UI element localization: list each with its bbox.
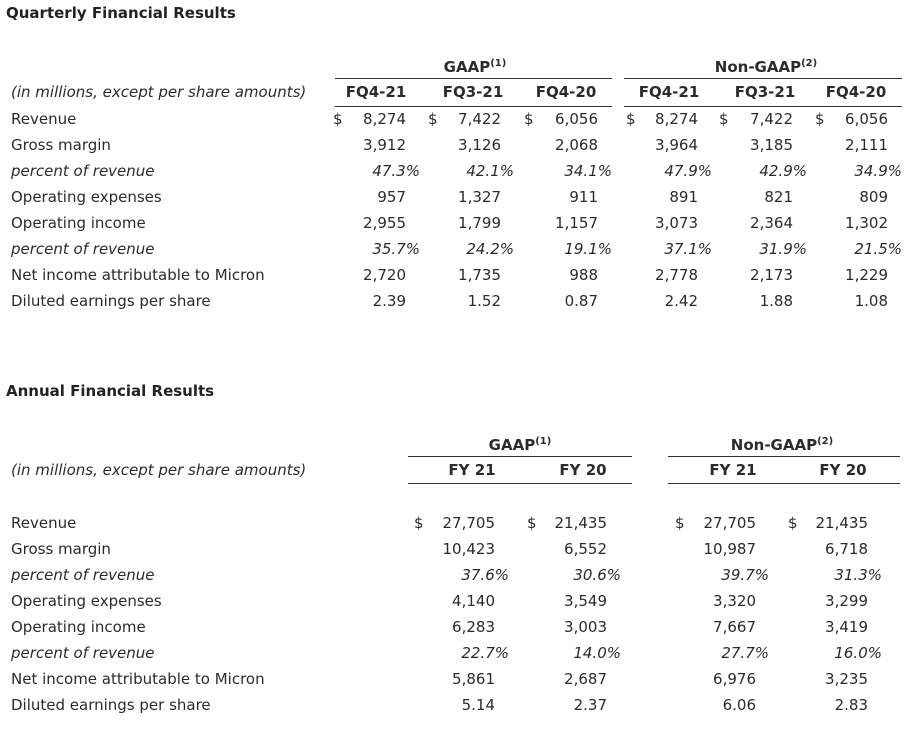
table-cell: 3,235 (825, 670, 868, 688)
table-cell: 31.9% (759, 240, 807, 258)
table-cell: 2.39 (372, 292, 406, 310)
column-header: FQ4-21 (638, 83, 700, 101)
row-label: Diluted earnings per share (11, 292, 211, 310)
table-cell: 47.9% (664, 162, 712, 180)
row-label: percent of revenue (11, 240, 155, 258)
quarterly-units-note: (in millions, except per share amounts) (11, 83, 307, 101)
table-cell: 2,111 (845, 136, 888, 154)
row-label: percent of revenue (11, 566, 155, 584)
annual-gaap-footnote: (1) (535, 436, 552, 447)
table-cell: 3,549 (564, 592, 607, 610)
table-cell: 7,422 (458, 110, 501, 128)
table-cell: 1,229 (845, 266, 888, 284)
table-cell: 1.88 (759, 292, 793, 310)
table-cell: 3,964 (655, 136, 698, 154)
annual-units-note: (in millions, except per share amounts) (11, 461, 307, 479)
row-label: Revenue (11, 514, 77, 532)
annual-nongaap-header (722, 432, 842, 455)
table-cell: 8,274 (655, 110, 698, 128)
quarterly-gaap-header (440, 54, 510, 77)
row-label: Net income attributable to Micron (11, 670, 265, 688)
quarterly-nongaap-rule (624, 78, 902, 79)
annual-gaap-header (480, 432, 560, 455)
table-cell: 19.1% (564, 240, 612, 258)
quarterly-gaap-footnote: (1) (490, 58, 507, 69)
table-cell: 47.3% (372, 162, 420, 180)
annual-gaap-label: GAAP (488, 436, 536, 454)
table-cell: 27.7% (721, 644, 769, 662)
table-cell: 1,302 (845, 214, 888, 232)
table-cell: 3,073 (655, 214, 698, 232)
currency-symbol: $ (626, 110, 636, 128)
table-cell: 5.14 (461, 696, 495, 714)
table-cell: 42.9% (759, 162, 807, 180)
column-header: FQ4-20 (825, 83, 887, 101)
table-cell: 1,735 (458, 266, 501, 284)
table-cell: 22.7% (461, 644, 509, 662)
table-cell: 2,068 (555, 136, 598, 154)
table-cell: 1,799 (458, 214, 501, 232)
quarterly-gaap-label: GAAP (443, 58, 491, 76)
table-cell: 24.2% (466, 240, 514, 258)
row-label: percent of revenue (11, 644, 155, 662)
column-header: FQ3-21 (442, 83, 504, 101)
currency-symbol: $ (428, 110, 438, 128)
table-cell: 31.3% (834, 566, 882, 584)
table-cell: 6,056 (555, 110, 598, 128)
annual-nongaap-label: Non-GAAP (730, 436, 818, 454)
table-cell: 1.08 (854, 292, 888, 310)
table-cell: 7,667 (713, 618, 756, 636)
table-cell: 2,687 (564, 670, 607, 688)
quarterly-nongaap-footnote: (2) (801, 58, 818, 69)
table-cell: 6,283 (452, 618, 495, 636)
table-cell: 30.6% (573, 566, 621, 584)
table-cell: 809 (859, 188, 888, 206)
table-cell: 6,718 (825, 540, 868, 558)
row-label: Net income attributable to Micron (11, 266, 265, 284)
table-cell: 2,364 (750, 214, 793, 232)
column-header: FY 20 (819, 461, 867, 479)
currency-symbol: $ (675, 514, 685, 532)
table-cell: 4,140 (452, 592, 495, 610)
row-label: Gross margin (11, 136, 111, 154)
table-cell: 1.52 (467, 292, 501, 310)
table-cell: 821 (764, 188, 793, 206)
column-header: FQ4-20 (535, 83, 597, 101)
column-header: FQ4-21 (345, 83, 407, 101)
table-cell: 21,435 (815, 514, 868, 532)
row-label: Operating income (11, 214, 146, 232)
quarterly-nongaap-header (706, 54, 826, 77)
table-cell: 957 (377, 188, 406, 206)
table-cell: 14.0% (573, 644, 621, 662)
row-label: percent of revenue (11, 162, 155, 180)
row-label: Diluted earnings per share (11, 696, 211, 714)
table-cell: 3,003 (564, 618, 607, 636)
annual-title: Annual Financial Results (6, 382, 215, 400)
table-cell: 34.1% (564, 162, 612, 180)
table-cell: 2.37 (573, 696, 607, 714)
currency-symbol: $ (527, 514, 537, 532)
currency-symbol: $ (719, 110, 729, 128)
column-header: FY 21 (448, 461, 496, 479)
table-cell: 3,419 (825, 618, 868, 636)
quarterly-gaap-rule (335, 78, 612, 79)
row-label: Operating expenses (11, 188, 162, 206)
currency-symbol: $ (815, 110, 825, 128)
table-cell: 37.6% (461, 566, 509, 584)
table-cell: 10,987 (703, 540, 756, 558)
table-cell: 3,912 (363, 136, 406, 154)
table-cell: 37.1% (664, 240, 712, 258)
table-cell: 39.7% (721, 566, 769, 584)
quarterly-title: Quarterly Financial Results (6, 4, 236, 22)
table-cell: 7,422 (750, 110, 793, 128)
annual-gaap-rule (408, 456, 632, 457)
table-cell: 2.42 (664, 292, 698, 310)
table-cell: 2.83 (834, 696, 868, 714)
table-cell: 6.06 (722, 696, 756, 714)
table-cell: 6,976 (713, 670, 756, 688)
table-cell: 6,056 (845, 110, 888, 128)
table-cell: 16.0% (834, 644, 882, 662)
table-cell: 2,955 (363, 214, 406, 232)
table-cell: 1,327 (458, 188, 501, 206)
table-cell: 988 (569, 266, 598, 284)
annual-nongaap-footnote: (2) (817, 436, 834, 447)
table-cell: 2,720 (363, 266, 406, 284)
currency-symbol: $ (524, 110, 534, 128)
table-cell: 3,320 (713, 592, 756, 610)
table-cell: 0.87 (564, 292, 598, 310)
annual-col-rule-gaap (408, 483, 632, 484)
row-label: Operating income (11, 618, 146, 636)
table-cell: 911 (569, 188, 598, 206)
table-cell: 34.9% (854, 162, 902, 180)
table-cell: 27,705 (442, 514, 495, 532)
table-cell: 5,861 (452, 670, 495, 688)
column-header: FY 20 (559, 461, 607, 479)
annual-col-rule-nongaap (668, 483, 900, 484)
column-header: FQ3-21 (734, 83, 796, 101)
table-cell: 27,705 (703, 514, 756, 532)
currency-symbol: $ (414, 514, 424, 532)
annual-nongaap-rule (668, 456, 900, 457)
table-cell: 891 (669, 188, 698, 206)
table-cell: 10,423 (442, 540, 495, 558)
currency-symbol: $ (788, 514, 798, 532)
table-cell: 21.5% (854, 240, 902, 258)
quarterly-nongaap-label: Non-GAAP (714, 58, 802, 76)
table-cell: 1,157 (555, 214, 598, 232)
table-cell: 35.7% (372, 240, 420, 258)
table-cell: 3,126 (458, 136, 501, 154)
row-label: Revenue (11, 110, 77, 128)
table-cell: 6,552 (564, 540, 607, 558)
table-cell: 21,435 (554, 514, 607, 532)
table-cell: 8,274 (363, 110, 406, 128)
table-cell: 42.1% (466, 162, 514, 180)
table-cell: 2,778 (655, 266, 698, 284)
table-cell: 3,299 (825, 592, 868, 610)
table-cell: 3,185 (750, 136, 793, 154)
table-cell: 2,173 (750, 266, 793, 284)
row-label: Operating expenses (11, 592, 162, 610)
quarterly-col-rule-gaap (335, 106, 612, 107)
row-label: Gross margin (11, 540, 111, 558)
quarterly-col-rule-nongaap (624, 106, 902, 107)
column-header: FY 21 (709, 461, 757, 479)
currency-symbol: $ (333, 110, 343, 128)
